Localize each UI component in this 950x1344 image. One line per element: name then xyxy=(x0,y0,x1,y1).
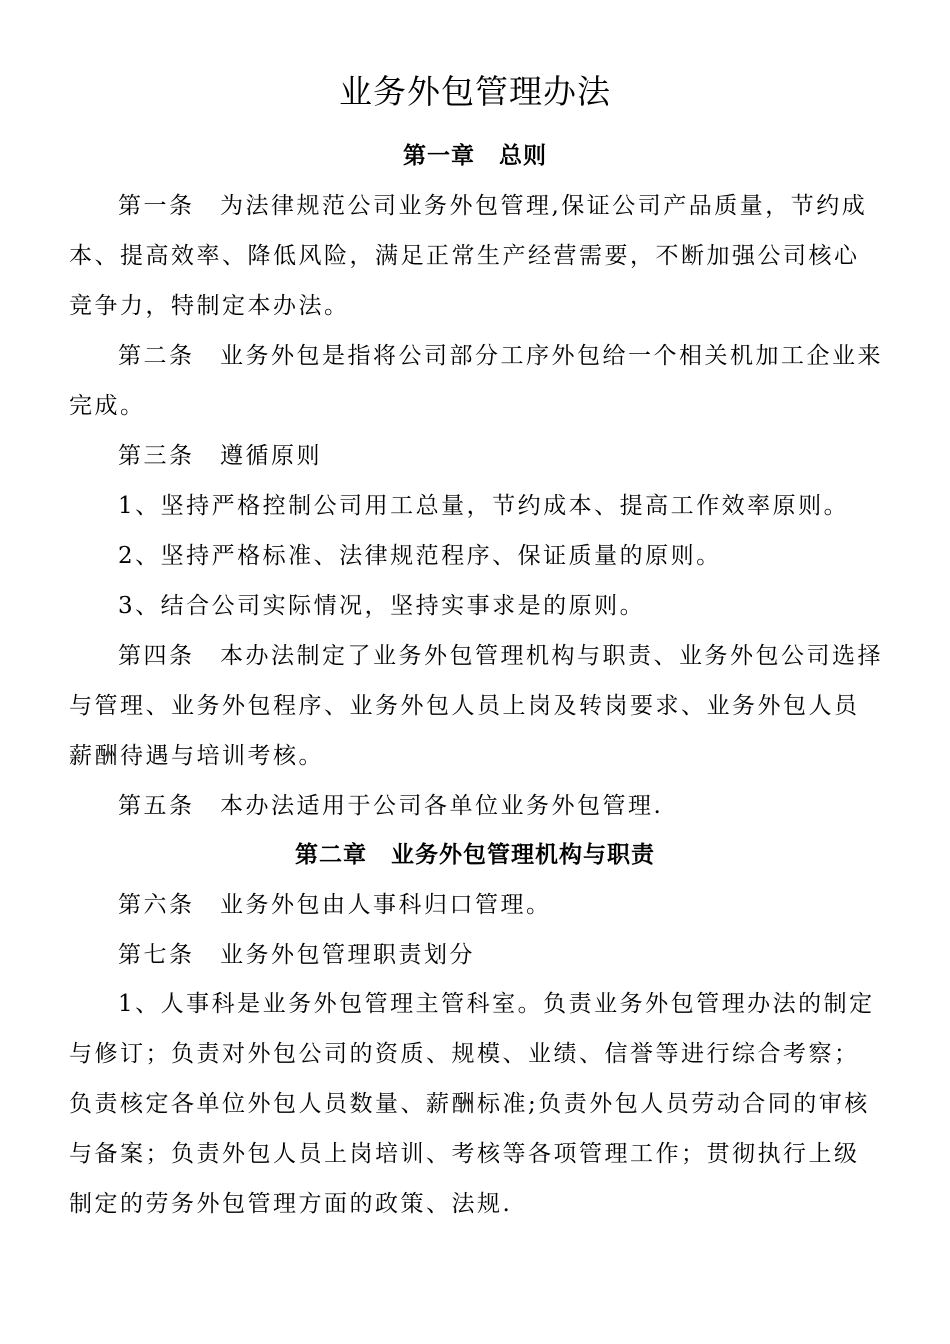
article-3-item-3: 3、结合公司实际情况，坚持实事求是的原则。 xyxy=(118,593,646,619)
article-1-line-3: 竞争力，特制定本办法。 xyxy=(69,293,350,319)
article-3-line-1: 第三条 遵循原则 xyxy=(118,443,322,469)
article-7-para-1-line-3: 负责核定各单位外包人员数量、薪酬标准;负责外包人员劳动合同的审核 xyxy=(69,1091,870,1117)
article-4-line-1: 第四条 本办法制定了业务外包管理机构与职责、业务外包公司选择 xyxy=(118,643,883,669)
chapter-2-heading: 第二章 业务外包管理机构与职责 xyxy=(295,842,655,868)
article-7-para-1-line-2: 与修订；负责对外包公司的资质、规模、业绩、信誉等进行综合考察； xyxy=(69,1041,860,1067)
article-2-line-1: 第二条 业务外包是指将公司部分工序外包给一个相关机加工企业来 xyxy=(118,343,883,369)
article-1-line-1: 第一条 为法律规范公司业务外包管理,保证公司产品质量，节约成 xyxy=(118,193,868,219)
document-title: 业务外包管理办法 xyxy=(339,72,611,111)
article-4-line-2: 与管理、业务外包程序、业务外包人员上岗及转岗要求、业务外包人员 xyxy=(69,693,860,719)
article-3-item-2: 2、坚持严格标准、法律规范程序、保证质量的原则。 xyxy=(118,543,722,569)
article-7-line-1: 第七条 业务外包管理职责划分 xyxy=(118,942,475,968)
article-7-para-1-line-4: 与备案；负责外包人员上岗培训、考核等各项管理工作；贯彻执行上级 xyxy=(69,1141,860,1167)
chapter-1-heading: 第一章 总则 xyxy=(403,143,547,169)
article-6-line-1: 第六条 业务外包由人事科归口管理。 xyxy=(118,892,552,918)
article-3-item-1: 1、坚持严格控制公司用工总量，节约成本、提高工作效率原则。 xyxy=(118,493,850,519)
article-7-para-1-line-5: 制定的劳务外包管理方面的政策、法规. xyxy=(69,1191,513,1217)
article-7-para-1-line-1: 1、人事科是业务外包管理主管科室。负责业务外包管理办法的制定 xyxy=(118,991,875,1017)
article-2-line-2: 完成。 xyxy=(69,393,146,419)
article-5-line-1: 第五条 本办法适用于公司各单位业务外包管理. xyxy=(118,793,664,819)
article-4-line-3: 薪酬待遇与培训考核。 xyxy=(69,743,324,769)
article-1-line-2: 本、提高效率、降低风险，满足正常生产经营需要，不断加强公司核心 xyxy=(69,243,860,269)
